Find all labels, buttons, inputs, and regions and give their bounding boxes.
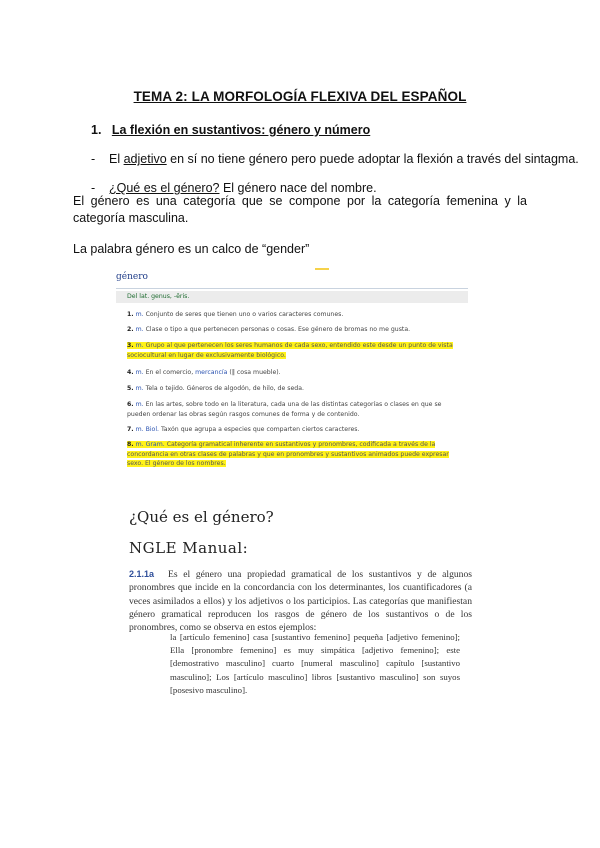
entry-category: m. <box>135 385 144 392</box>
entry-category: m. <box>135 311 144 318</box>
ngle-paragraph-text: Es el género una propiedad gramatical de los sustantivos y de algunos pronombres que incide en la concordancia con los determinantes, los cuantificadores (a veces asimilados a ellos) y los adjetivos o los participios. Las categorías que manifiestan género gramatical reproducen los rasgos de género de los sustantivos o de los pronombres, como se observa en estos ejemplos: <box>129 569 472 634</box>
entry-text: En el comercio, <box>145 369 196 376</box>
section-heading <box>91 123 370 137</box>
bullet-adjetivo <box>109 152 579 166</box>
entry-text: Clase o tipo a que pertenecen personas o cosas. Ese género de bromas no me gusta. <box>145 326 411 333</box>
dictionary-entry <box>127 368 463 378</box>
ngle-question: ¿Qué es el género? <box>129 508 274 526</box>
entry-number: 2. <box>127 326 134 333</box>
ngle-example: la [artículo femenino] casa [sustantivo femenino] pequeña [adjetivo femenino]; Ella [pronombre femenino] es muy simpática [adjetivo femenino]; este [demostrativo masculino] cuarto [numeral masculino] capítulo [sustantivo masculino]; Los [artículo masculino] libros [sustantivo masculino] son suyos [posesivo masculino]. <box>170 632 460 695</box>
adjetivo-link[interactable]: adjetivo <box>123 152 167 166</box>
bullet-dash: - <box>91 152 96 166</box>
dictionary-entry <box>127 425 463 435</box>
entry-number: 6. <box>127 401 134 408</box>
section-label: La flexión en sustantivos: género y número <box>111 123 371 137</box>
entry-text: (‖ cosa mueble). <box>227 369 281 376</box>
divider <box>116 288 468 289</box>
bullet-text: en sí no tiene género pero puede adoptar la flexión a través del sintagma. <box>166 152 579 166</box>
entry-category: m. Biol. <box>135 426 160 433</box>
ngle-heading: NGLE Manual: <box>129 539 249 557</box>
entry-number: 4. <box>127 369 134 376</box>
entry-category: m. <box>135 342 144 349</box>
entry-text: Taxón que agrupa a especies que comparten ciertos caracteres. <box>161 426 360 433</box>
entry-number: 7. <box>127 426 134 433</box>
ngle-label: 2.1.1a <box>129 569 155 579</box>
paragraph-definition: El género es una categoría que se compone por la categoría femenina y la categoría masculina. <box>73 194 527 225</box>
entry-text: Conjunto de seres que tienen uno o varios caracteres comunes. <box>145 311 344 318</box>
section-number: 1. <box>91 123 102 137</box>
dictionary-entry <box>127 310 463 320</box>
dictionary-etymology: Del lat. genus, -ĕris. <box>127 293 190 300</box>
entry-text: En las artes, sobre todo en la literatura, cada una de las distintas categorías o clases en que se pueden ordenar las obras según rasgos comunes de forma y de contenido. <box>127 401 442 418</box>
page-title: TEMA 2: LA MORFOLOGÍA FLEXIVA DEL ESPAÑOL <box>133 89 467 104</box>
entry-category: m. Gram. <box>135 441 165 448</box>
dictionary-headword: género <box>116 272 148 282</box>
highlight-mark <box>315 268 329 270</box>
entry-category: m. <box>135 401 144 408</box>
dictionary-entry-highlighted <box>127 440 463 469</box>
ngle-paragraph <box>129 568 472 634</box>
entry-number: 8. <box>127 441 134 448</box>
dictionary-etymology-bar <box>116 291 468 303</box>
bullet-text: El <box>109 152 124 166</box>
entry-text: Grupo al que pertenecen los seres humanos de cada sexo, entendido este desde un punto de vista sociocultural en lugar de exclusivamente biológico. <box>127 342 453 359</box>
entry-number: 5. <box>127 385 134 392</box>
entry-text: Tela o tejido. Géneros de algodón, de hilo, de seda. <box>145 385 304 392</box>
entry-category: m. <box>135 326 144 333</box>
genero-question: ¿Qué es el género? <box>109 181 220 195</box>
mercancia-link[interactable]: mercancía <box>195 369 228 376</box>
entry-number: 1. <box>127 311 134 318</box>
bullet-text: El género nace del nombre. <box>219 181 377 195</box>
bullet-dash: - <box>91 181 96 195</box>
dictionary-entry <box>127 325 463 335</box>
dictionary-screenshot <box>116 270 468 473</box>
dictionary-entry-highlighted <box>127 341 463 360</box>
dictionary-entry <box>127 384 463 394</box>
entry-text: Categoría gramatical inherente en sustantivos y pronombres, codificada a través de la concordancia en otras clases de palabras y que en pronombres y sustantivos animados puede expresar sexo. El género de los nombres. <box>127 441 449 467</box>
paragraph-calco: La palabra género es un calco de “gender” <box>73 242 310 256</box>
entry-number: 3. <box>127 342 134 349</box>
entry-category: m. <box>135 369 144 376</box>
dictionary-entry <box>127 400 463 419</box>
